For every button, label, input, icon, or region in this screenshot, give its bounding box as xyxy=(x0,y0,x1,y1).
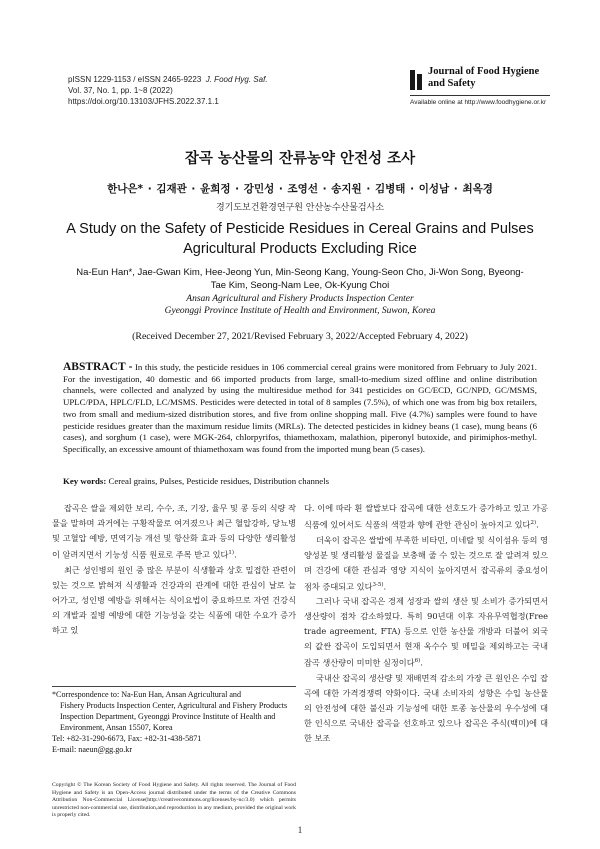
received-dates: (Received December 27, 2021/Revised February 3, 2022/Accepted February 4, 2022) xyxy=(132,331,468,342)
body-paragraph: 국내산 잡곡의 생산량 및 재배면적 감소의 가장 큰 원인은 수입 잡곡에 대한 가격경쟁력 약화이다. 국내 소비자의 성향은 수입 농산물의 안전성에 대한 불신과 기능성에 대한 토종 농산물의 우수성에 대한 인식으로 국내산 잡곡을 선호하고 있으나 잡곡은 주식(백미)에 대한 보조 xyxy=(304,673,548,744)
authors-korean: 한나은* · 김재관 · 윤희정 · 강민성 · 조영선 · 송지원 · 김병태 · 이성남 · 최옥경 xyxy=(107,183,493,195)
abstract xyxy=(63,362,537,456)
abstract-text: In this study, the pesticide residues in 106 commercial cereal grains were monitored from February to July 2021. For the investigation, 40 domestic and 66 imported products from large, small-to-medium sized offline and online distribution channels, were collected and analyzed by using the multiresidue method for 341 pesticides on GC/ECD, GC/NPD, GC/MSMS, UPLC/PDA, HPLC/FLD, LC/MSMS. Pesticides were detected in total of 8 samples (7.5%), of which one was from big box retailers, two from small and medium-sized distribution stores, and five from online shopping mall. Five (4.7%) samples were found to have pesticide residues greater than the maximum residue limits (MRLs). The detected pesticides in kidney beans (1 case), mung beans (6 cases), and sorghum (1 case), were MGK-264, chlorpyrifos, thiamethoxam, malathion, piperonyl butoxide, and pirimiphos-methyl. Specifically, an excessive amount of thiamethoxam was found from the imported mung bean (5 cases). xyxy=(63,362,538,454)
keywords-label: Key words: xyxy=(63,476,107,486)
page-number: 1 xyxy=(297,825,303,835)
masthead-divider xyxy=(410,95,550,96)
title-korean: 잡곡 농산물의 잔류농약 안전성 조사 xyxy=(184,151,416,167)
journal-abbrev: J. Food Hyg. Saf. xyxy=(205,75,268,84)
footnote-email[interactable]: E-mail: naeun@gg.go.kr xyxy=(52,745,133,754)
institution-english-line1: Ansan Agricultural and Fishery Products Inspection Center xyxy=(186,294,414,304)
footnote-lead: *Correspondence to: Na-Eun Han, Ansan Agricultural and xyxy=(52,690,242,699)
body-paragraph: 다. 이에 따라 흰 쌀밥보다 잡곡에 대한 선호도가 증가하고 있고 가공식품에 있어서도 식품의 색깔과 향에 관한 관심이 높아지고 있다$^{2)}$. xyxy=(304,503,548,530)
citation-ref[interactable]: 1) xyxy=(228,550,235,556)
institution-korean: 경기도보건환경연구원 안산농수산물검사소 xyxy=(215,203,385,213)
body-column-right xyxy=(304,501,548,846)
footnote-divider xyxy=(52,686,296,687)
keywords xyxy=(63,476,537,486)
institution-english xyxy=(70,293,530,317)
body-paragraph: 더욱이 잡곡은 쌀밥에 부족한 비타민, 미네랄 및 식이섬유 등의 영양성분 및 생리활성 물질을 보충해 줄 수 있는 것으로 잘 알려져 있으며 건강에 대한 관심과 영양 지식이 높아지면서 잡곡류의 중요성이 점차 증대되고 있다$^{3-5)}$. xyxy=(304,534,548,592)
citation-ref[interactable]: 3-5) xyxy=(372,581,384,588)
citation-ref[interactable]: 2) xyxy=(530,520,537,526)
copyright-notice: Copyright © The Korean Society of Food Hygiene and Safety. All rights reserved. The Journal of Food Hygiene and Safety is an Open-Access journal distributed under the terms of the Creative Commons Attribution Non-Commercial License(http://creativecommons.org/licenses/by-nc/3.0) which permits unrestricted non-commercial use, distribution,and reproduction in any medium, provided the original work is properly cited. xyxy=(52,782,296,819)
issn: pISSN 1229-1153 / eISSN 2465-9223 xyxy=(68,75,202,84)
body-column-left xyxy=(52,501,296,681)
body-paragraph: 최근 성인병의 원인 중 많은 부분이 식생활과 상호 밀접한 관련이 있는 것으로 밝혀져 식생활과 건강과의 관계에 대한 관심이 날로 늘어가고, 성인병 예방을 위해서는 식이요법이 중요하므로 자연 건강식의 개발과 질병 예방에 대한 기능성을 갖는 식품에 대한 수요가 증가하고 있 xyxy=(52,564,296,635)
journal-meta xyxy=(68,74,268,107)
footnote-address: Fishery Products Inspection Center, Agricultural and Fishery Products Inspection Department, Gyeonggi Province Institute of Health and Environment, Ansan 15507, Korea xyxy=(60,701,288,732)
journal-logo-icon xyxy=(410,70,426,90)
body-paragraph: 그러나 국내 잡곡은 경제 성장과 쌀의 생산 및 소비가 증가되면서 생산량이 점차 감소하였다. 특히 90년대 이후 자유무역협정(Free trade agreement, FTA) 등으로 인한 농산물 개방과 더불어 외국의 값싼 잡곡이 도입되면서 현재 옥수수 및 메밀을 제외하고는 국내 잡곡 생산량이 미미한 실정이다$^{6)}$. xyxy=(304,596,548,669)
abstract-heading: ABSTRACT - xyxy=(63,361,133,373)
journal-url[interactable]: Available online at http://www.foodhygiene.or.kr xyxy=(410,99,547,106)
institution-english-line2: Gyeonggi Province Institute of Health and Environment, Suwon, Korea xyxy=(164,306,436,316)
correspondence-footnote xyxy=(52,689,298,755)
keywords-text: Cereal grains, Pulses, Pesticide residues, Distribution channels xyxy=(106,476,330,486)
citation-ref[interactable]: 6) xyxy=(414,658,421,665)
volume-info: Vol. 37, No. 1, pp. 1~8 (2022) xyxy=(68,86,173,95)
body-paragraph: 잡곡은 쌀을 제외한 보리, 수수, 조, 기장, 율무 및 콩 등의 식량 작물을 말하며 과거에는 구황작물로 여겨졌으나 최근 혈압강하, 당뇨병 및 고혈압 예방, 면역기능 개선 및 항산화 효과 등의 다양한 생리활성이 알려지면서 기능성 식품 원료로 주목 받고 있다$^{1)}$. xyxy=(52,503,296,560)
authors-english: Na-Eun Han*, Jae-Gwan Kim, Hee-Jeong Yun, Min-Seong Kang, Young-Seon Cho, Ji-Won Song, Byeong-Tae Kim, Seong-Nam Lee, Ok-Kyung Choi xyxy=(76,267,524,291)
footnote-phone: Tel: +82-31-290-6673, Fax: +82-31-438-5871 xyxy=(52,734,202,743)
title-english: A Study on the Safety of Pesticide Residues in Cereal Grains and Pulses Agricultural Products Excluding Rice xyxy=(66,221,534,257)
journal-name: Journal of Food Hygiene and Safety xyxy=(428,66,540,89)
doi-link[interactable]: https://doi.org/10.13103/JFHS.2022.37.1.1 xyxy=(68,97,219,106)
